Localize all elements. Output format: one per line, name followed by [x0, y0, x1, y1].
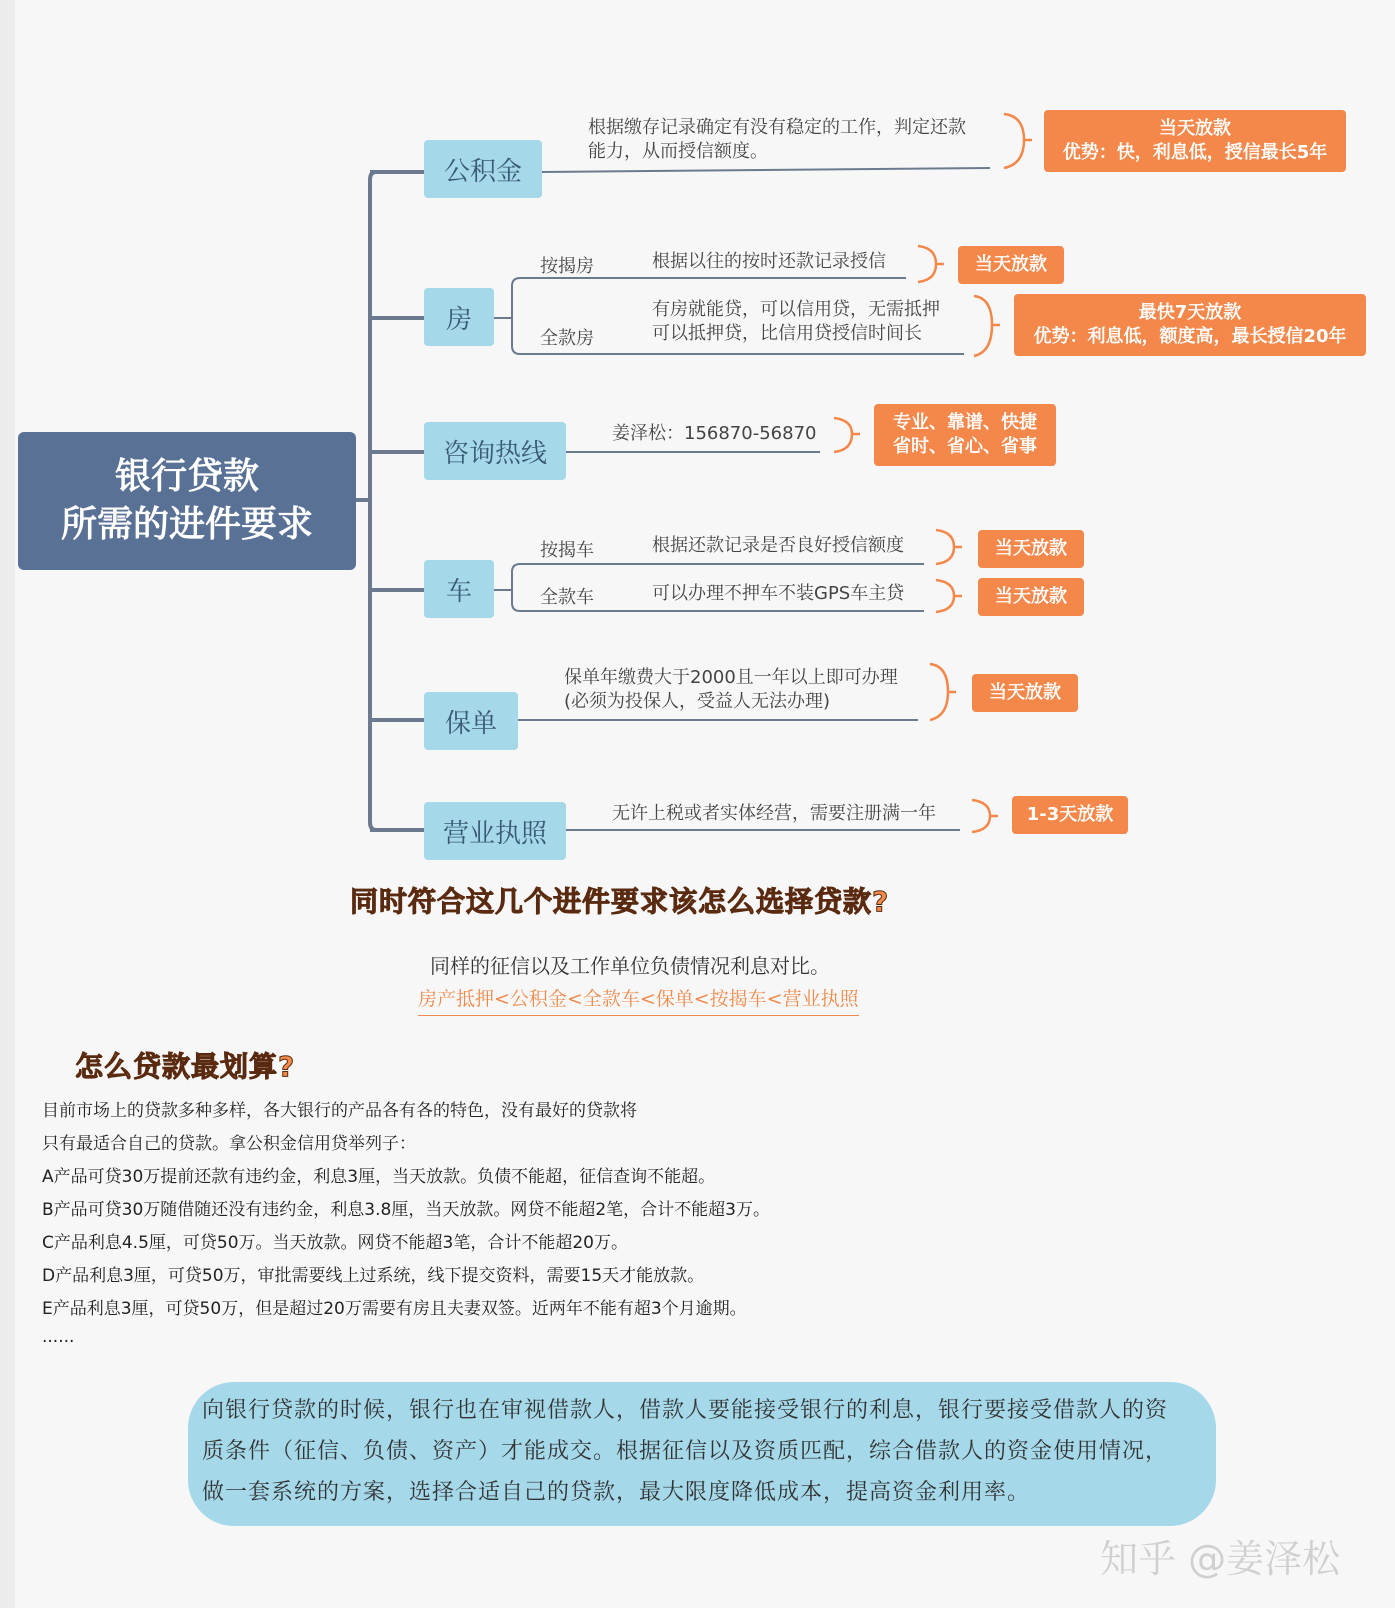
product-e-line: E产品利息3厘，可贷50万，但是超过20万需要有房且夫妻双签。近两年不能有超3个月逾期。	[42, 1299, 747, 1319]
hotline-desc: 姜泽松：156870-56870	[612, 423, 817, 444]
mortgage-house-tag	[958, 246, 1064, 284]
watermark: 知乎 @姜泽松	[1100, 1537, 1341, 1581]
summary-line: 向银行贷款的时候，银行也在审视借款人，借款人要能接受银行的利息，银行要接受借款人的资	[202, 1398, 1169, 1423]
branch-house: 房	[424, 288, 494, 346]
mortgage-car-tag	[978, 530, 1084, 568]
fullpay-house-desc-line: 可以抵押贷，比信用贷授信时间长	[652, 323, 922, 344]
summary-line: 质条件（征信、负债、资产）才能成交。根据征信以及资质匹配，综合借款人的资金使用情况，	[202, 1439, 1169, 1464]
tag-line: 当天放款	[995, 538, 1067, 559]
tag-line: 当天放款	[1159, 118, 1231, 139]
product-b-line: B产品可贷30万随借随还没有违约金，利息3.8厘，当天放款。网贷不能超2笔，合计不能超3万。	[42, 1200, 770, 1220]
housing-fund-desc-line: 根据缴存记录确定有没有稳定的工作，判定还款	[588, 117, 966, 138]
tag-line: 当天放款	[975, 254, 1047, 275]
business-license-desc: 无许上税或者实体经营，需要注册满一年	[612, 803, 936, 824]
tag-line: 最快7天放款	[1138, 302, 1242, 323]
fullpay-house-tag	[1014, 294, 1366, 356]
sub-fullpay-house: 全款房	[540, 328, 594, 349]
branch-car: 车	[424, 560, 494, 618]
product-d-line: D产品利息3厘，可贷50万，审批需要线上过系统，线下提交资料，需要15天才能放款。	[42, 1266, 705, 1286]
ellipsis-line: ......	[42, 1327, 75, 1347]
root-title-line2: 所需的进件要求	[60, 504, 313, 545]
section-heading-choose-loan: 同时符合这几个进件要求该怎么选择贷款?	[350, 885, 890, 918]
business-license-tag	[1012, 796, 1128, 834]
policy-desc-line: (必须为投保人，受益人无法办理)	[564, 691, 831, 712]
tag-line: 1-3天放款	[1026, 804, 1114, 825]
housing-fund-tag	[1044, 110, 1346, 172]
root-node	[18, 432, 356, 570]
tag-line: 优势：利息低，额度高，最长授信20年	[1033, 326, 1347, 347]
mortgage-car-desc: 根据还款记录是否良好授信额度	[652, 535, 904, 556]
product-c-line: C产品利息4.5厘，可贷50万。当天放款。网贷不能超3笔，合计不能超20万。	[42, 1233, 628, 1253]
interest-order: 房产抵押<公积金<全款车<保单<按揭车<营业执照	[418, 984, 859, 1016]
sub-fullpay-car: 全款车	[540, 587, 594, 608]
tag-line: 当天放款	[995, 586, 1067, 607]
sub-mortgage-house: 按揭房	[540, 256, 594, 277]
tag-line: 当天放款	[989, 682, 1061, 703]
product-a-line: A产品可贷30万提前还款有违约金，利息3厘，当天放款。负债不能超，征信查询不能超。	[42, 1167, 716, 1187]
paragraph-line: 只有最适合自己的贷款。拿公积金信用贷举列子：	[42, 1134, 416, 1154]
compare-description: 同样的征信以及工作单位负债情况利息对比。	[430, 954, 830, 978]
summary-bubble	[188, 1382, 1216, 1526]
tag-line: 专业、靠谱、快捷	[893, 412, 1037, 433]
policy-desc-line: 保单年缴费大于2000且一年以上即可办理	[564, 667, 898, 688]
branch-hotline: 咨询热线	[424, 422, 566, 480]
hotline-tag	[874, 404, 1056, 466]
branch-policy: 保单	[424, 692, 518, 750]
policy-desc	[564, 666, 898, 714]
branch-business-license: 营业执照	[424, 802, 566, 860]
paragraph-line: 目前市场上的贷款多种多样，各大银行的产品各有各的特色，没有最好的贷款将	[42, 1101, 637, 1121]
section-heading-best-value: 怎么贷款最划算?	[75, 1050, 296, 1083]
tag-line: 优势：快，利息低，授信最长5年	[1062, 142, 1328, 163]
housing-fund-desc	[588, 116, 966, 164]
mortgage-house-desc: 根据以往的按时还款记录授信	[652, 251, 886, 272]
sub-mortgage-car: 按揭车	[540, 540, 594, 561]
tag-line: 省时、省心、省事	[893, 436, 1037, 457]
summary-line: 做一套系统的方案，选择合适自己的贷款，最大限度降低成本，提高资金利用率。	[202, 1480, 1031, 1505]
fullpay-house-desc	[652, 298, 940, 346]
fullpay-car-tag	[978, 578, 1084, 616]
fullpay-house-desc-line: 有房就能贷，可以信用贷，无需抵押	[652, 299, 940, 320]
branch-housing-fund: 公积金	[424, 140, 542, 198]
housing-fund-desc-line: 能力，从而授信额度。	[588, 141, 768, 162]
fullpay-car-desc: 可以办理不押车不装GPS车主贷	[652, 583, 905, 604]
root-title-line1: 银行贷款	[114, 456, 259, 497]
policy-tag	[972, 674, 1078, 712]
